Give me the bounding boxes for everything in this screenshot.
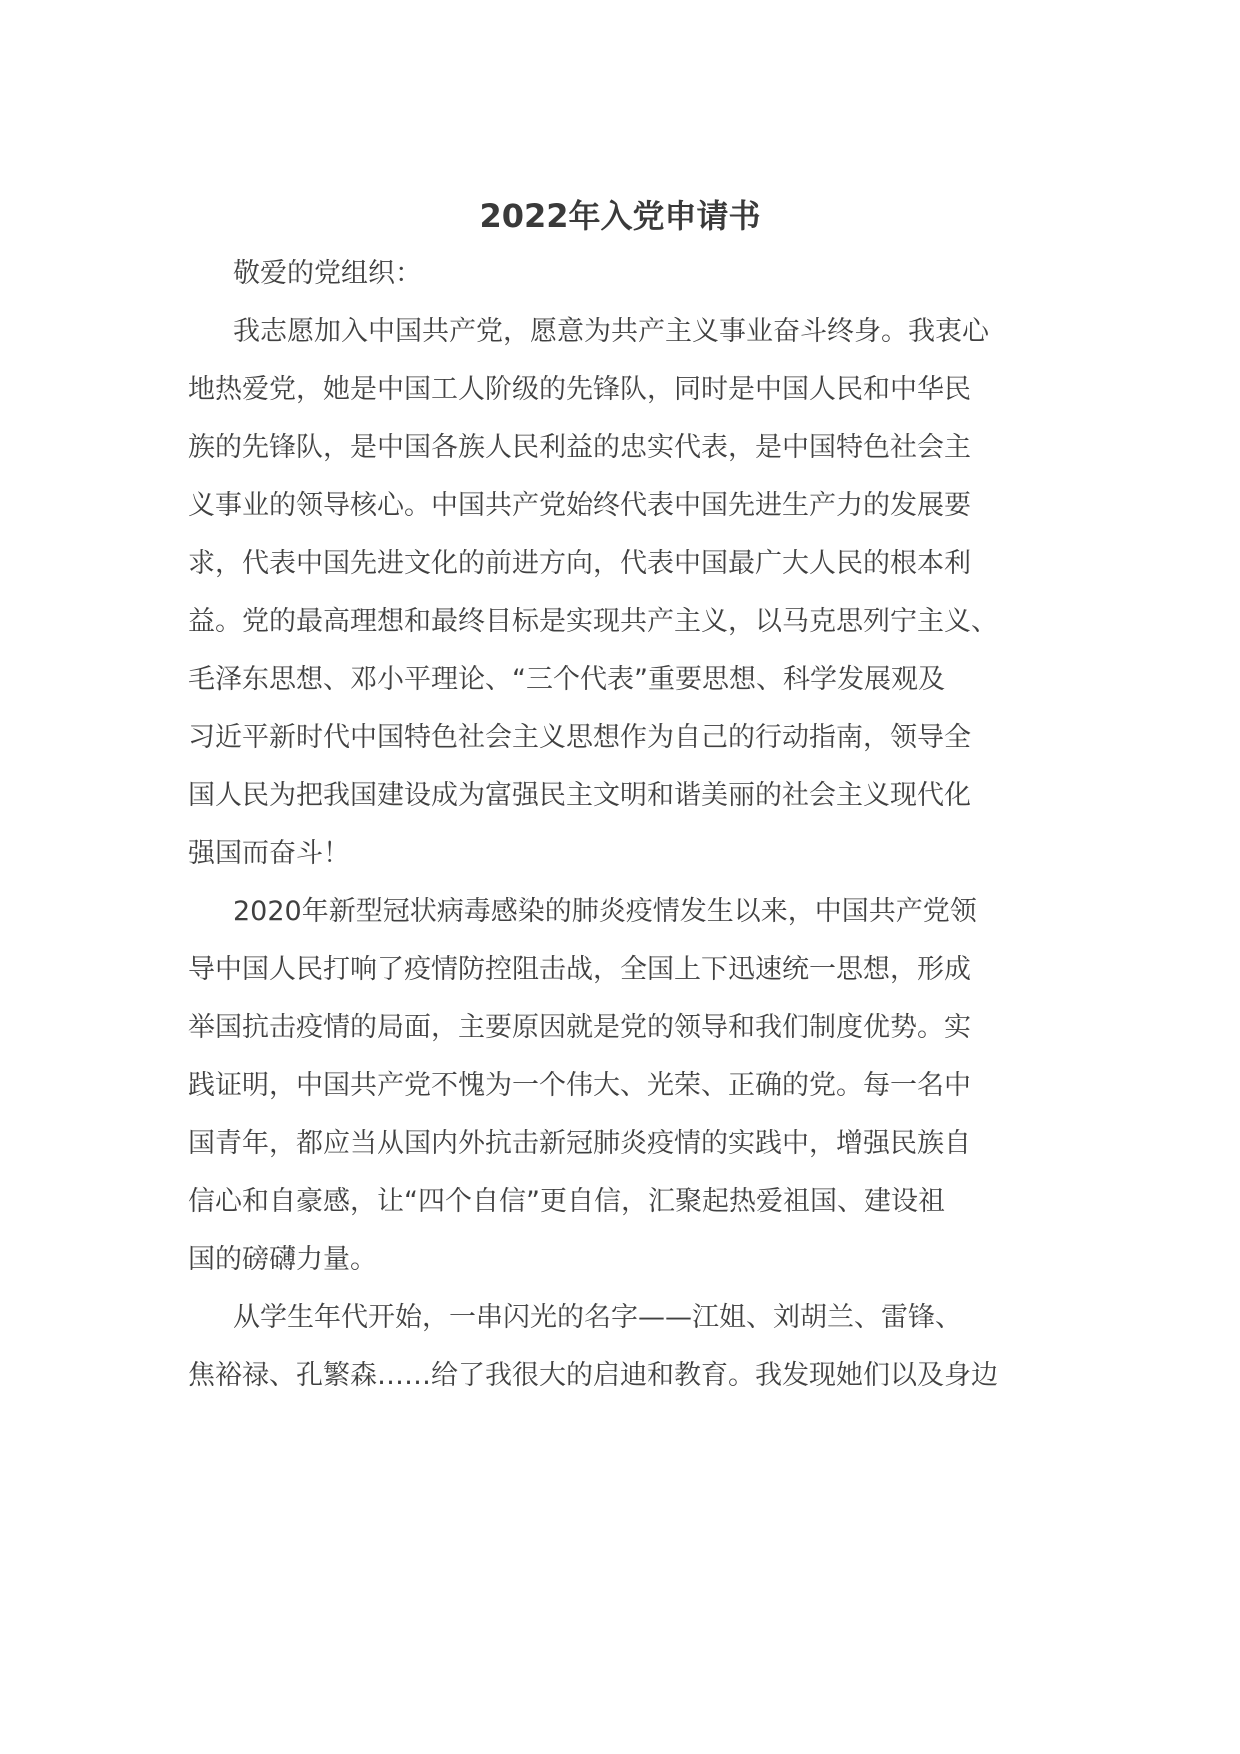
paragraph-1-line-5: 求，代表中国先进文化的前进方向，代表中国最广大人民的根本利 — [188, 548, 971, 579]
paragraph-3-line-2: 焦裕禄、孔繁森……给了我很大的启迪和教育。我发现她们以及身边 — [188, 1360, 998, 1391]
paragraph-1-line-6: 益。党的最高理想和最终目标是实现共产主义，以马克思列宁主义、 — [188, 606, 998, 637]
paragraph-1-line-9: 国人民为把我国建设成为富强民主文明和谐美丽的社会主义现代化 — [188, 780, 971, 811]
paragraph-2-line-7: 国的磅礴力量。 — [188, 1244, 377, 1275]
paragraph-2-line-4: 践证明，中国共产党不愧为一个伟大、光荣、正确的党。每一名中 — [188, 1070, 971, 1101]
salutation-line: 敬爱的党组织： — [233, 258, 422, 289]
paragraph-2-line-6: 信心和自豪感，让“四个自信”更自信，汇聚起热爱祖国、建设祖 — [188, 1186, 945, 1217]
paragraph-2-line-5: 国青年，都应当从国内外抗击新冠肺炎疫情的实践中，增强民族自 — [188, 1128, 971, 1159]
paragraph-1-line-2: 地热爱党，她是中国工人阶级的先锋队，同时是中国人民和中华民 — [188, 374, 971, 405]
paragraph-3-line-1: 从学生年代开始，一串闪光的名字——江姐、刘胡兰、雷锋、 — [233, 1302, 962, 1333]
paragraph-1-line-4: 义事业的领导核心。中国共产党始终代表中国先进生产力的发展要 — [188, 490, 971, 521]
paragraph-2-line-3: 举国抗击疫情的局面，主要原因就是党的领导和我们制度优势。实 — [188, 1012, 971, 1043]
document-title: 2022年入党申请书 — [479, 197, 761, 235]
paragraph-2-line-2: 导中国人民打响了疫情防控阻击战，全国上下迅速统一思想，形成 — [188, 954, 971, 985]
paragraph-1-line-7: 毛泽东思想、邓小平理论、“三个代表”重要思想、科学发展观及 — [188, 664, 945, 695]
paragraph-1-line-8: 习近平新时代中国特色社会主义思想作为自己的行动指南，领导全 — [188, 722, 971, 753]
paragraph-1-line-10: 强国而奋斗！ — [188, 838, 350, 869]
paragraph-1-line-3: 族的先锋队，是中国各族人民利益的忠实代表，是中国特色社会主 — [188, 432, 971, 463]
paragraph-2-line-1: 2020年新型冠状病毒感染的肺炎疫情发生以来，中国共产党领 — [233, 896, 977, 927]
paragraph-1-line-1: 我志愿加入中国共产党，愿意为共产主义事业奋斗终身。我衷心 — [233, 316, 989, 347]
